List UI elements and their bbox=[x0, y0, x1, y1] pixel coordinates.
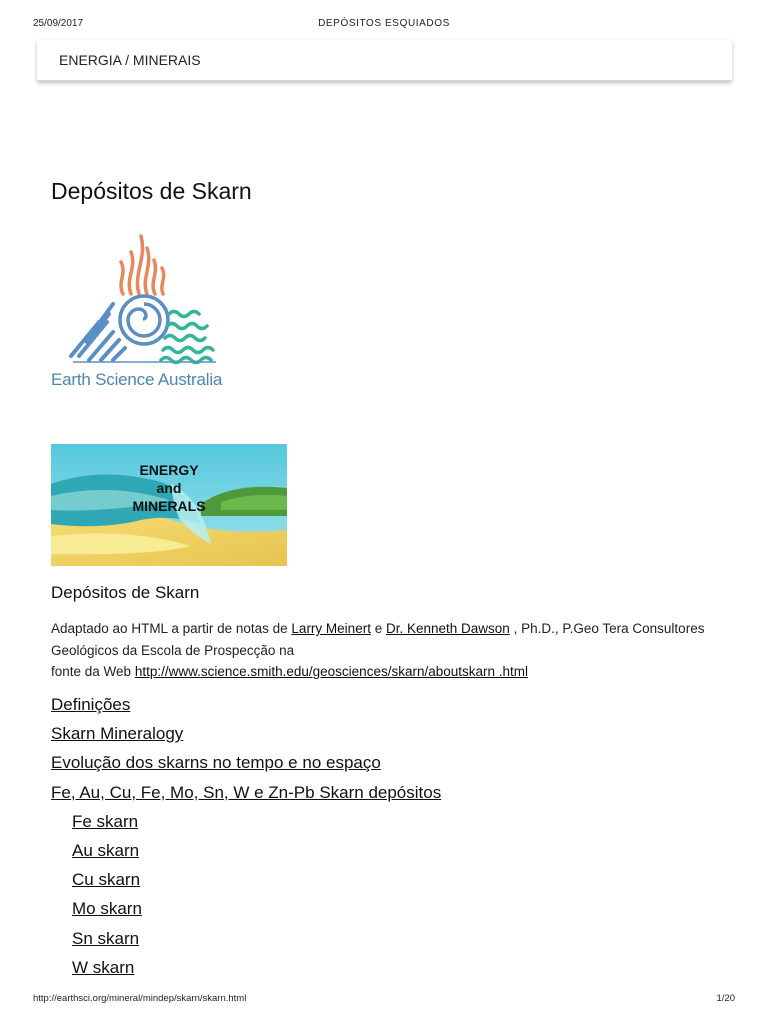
navbar bbox=[37, 40, 732, 81]
toc-link[interactable]: Cu skarn bbox=[72, 870, 141, 890]
energy-minerals-banner[interactable] bbox=[51, 444, 287, 566]
toc-link[interactable]: W skarn bbox=[72, 957, 135, 977]
page-title: Depósitos de Skarn bbox=[51, 178, 252, 204]
author-link-larry-meinert[interactable]: Larry Meinert bbox=[291, 621, 371, 636]
earth-science-triangle-icon bbox=[51, 222, 236, 367]
source-prefix: fonte da Web bbox=[51, 664, 132, 679]
banner-line-and: and bbox=[156, 480, 182, 496]
nav-link-energia-minerais[interactable]: ENERGIA / MINERAIS bbox=[59, 52, 201, 68]
toc-link[interactable]: Sn skarn bbox=[72, 928, 140, 948]
credits-conj: e bbox=[374, 621, 383, 636]
toc-link[interactable]: Fe, Au, Cu, Fe, Mo, Sn, W e Zn-Pb Skarn depósitos bbox=[51, 782, 442, 802]
toc-link[interactable]: Evolução dos skarns no tempo e no espaço bbox=[51, 753, 381, 773]
toc-link[interactable]: Definições bbox=[51, 695, 131, 714]
print-title: DEPÓSITOS ESQUIADOS bbox=[318, 18, 450, 29]
toc-link[interactable]: Skarn Mineralogy bbox=[51, 724, 184, 744]
toc-link[interactable]: Mo skarn bbox=[72, 899, 142, 919]
toc-link[interactable]: Fe skarn bbox=[72, 811, 139, 831]
source-url-link[interactable]: http://www.science.smith.edu/geosciences/skarn/aboutskarn .html bbox=[134, 664, 529, 679]
earth-science-australia-logo[interactable] bbox=[51, 222, 236, 397]
logo-caption: Earth Science Australia bbox=[51, 370, 223, 389]
author-link-kenneth-dawson[interactable]: Dr. Kenneth Dawson bbox=[386, 621, 510, 636]
credits-suffix: , Ph.D., P.Geo Tera Consultores Geológicos da Escola de Prospecção na bbox=[51, 621, 705, 658]
print-footer-url: http://earthsci.org/mineral/mindep/skarn/skarn.html bbox=[33, 993, 247, 1004]
section-subtitle: Depósitos de Skarn bbox=[51, 583, 200, 602]
banner-text bbox=[51, 461, 287, 515]
credits-paragraph bbox=[51, 618, 711, 683]
print-date: 25/09/2017 bbox=[33, 18, 84, 29]
banner-line-minerals: MINERALS bbox=[132, 498, 206, 514]
toc-link[interactable]: Au skarn bbox=[72, 841, 140, 860]
banner-line-energy: ENERGY bbox=[139, 462, 199, 478]
credits-prefix: Adaptado ao HTML a partir de notas de bbox=[51, 621, 288, 636]
print-footer-page: 1/20 bbox=[716, 993, 735, 1004]
